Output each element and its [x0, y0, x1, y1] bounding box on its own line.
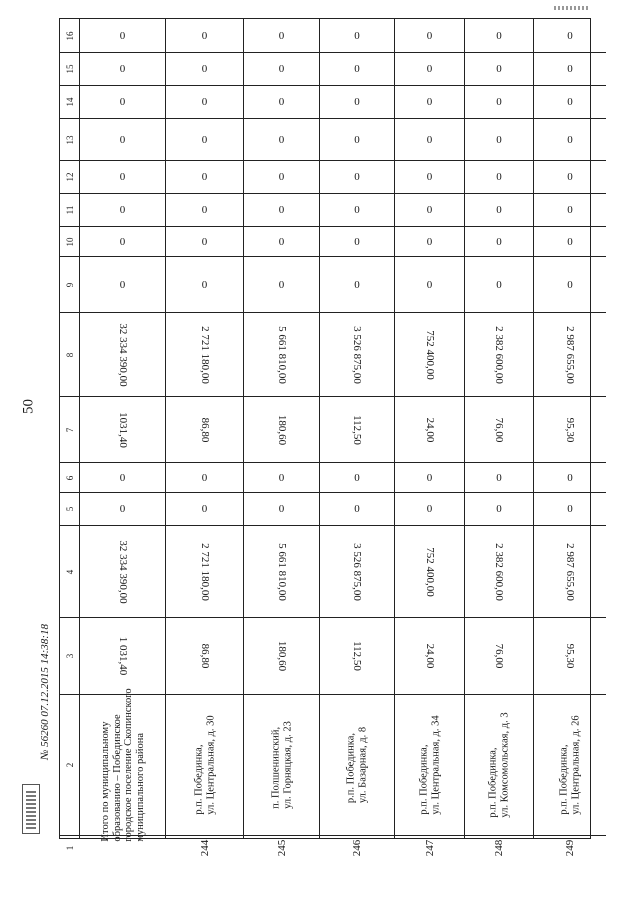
column-number: 6 — [64, 475, 75, 480]
cell-value: 2 987 655,00 — [564, 325, 576, 384]
cell-value: 0 — [278, 471, 285, 484]
table-row — [464, 19, 533, 857]
cell-value: 32 334 390,00 — [116, 322, 129, 387]
cell-value: 76,00 — [493, 643, 505, 669]
table-cell — [320, 52, 394, 85]
cell-value: 0 — [201, 204, 208, 216]
cell-value: 0 — [119, 63, 126, 75]
table-cell — [395, 160, 464, 193]
cell-value: 0 — [426, 204, 433, 216]
table-cell — [534, 256, 606, 312]
table-cell — [395, 19, 464, 52]
cell-value: 3 526 875,00 — [351, 542, 363, 601]
table-cell — [465, 462, 533, 492]
table-cell — [320, 492, 394, 525]
table-cell — [244, 617, 319, 694]
cell-value: 0 — [426, 29, 433, 42]
table-cell — [244, 694, 319, 835]
table-cell — [320, 193, 394, 226]
cell-value: 0 — [354, 29, 360, 42]
table-cell — [534, 396, 606, 462]
table-cell — [534, 492, 606, 525]
cell-value: 0 — [426, 235, 433, 248]
cell-value: 0 — [567, 278, 573, 291]
table-cell — [395, 193, 464, 226]
cell-value: 0 — [278, 171, 285, 183]
address-text: р.п. Побединка, ул. Центральная, д. 30 — [193, 715, 216, 815]
cell-value: 0 — [278, 235, 285, 248]
table-cell — [320, 312, 394, 396]
table-cell — [534, 694, 606, 835]
table-row — [533, 19, 606, 857]
cell-value: 0 — [119, 235, 126, 248]
table-cell — [465, 226, 533, 256]
cell-value: 0 — [426, 63, 433, 75]
page-number: 50 — [20, 399, 37, 414]
table-cell — [244, 525, 319, 617]
cell-value: 32 334 390,00 — [116, 539, 129, 604]
table-cell — [395, 462, 464, 492]
scan-artifact — [554, 6, 590, 10]
header-cell — [60, 312, 79, 396]
table-cell — [166, 160, 243, 193]
table-cell — [395, 226, 464, 256]
table-row — [165, 19, 243, 857]
cell-value: 0 — [426, 96, 433, 108]
table-row — [79, 19, 165, 842]
table-cell — [244, 835, 319, 860]
cell-value: 24,00 — [423, 643, 436, 669]
row-number: 248 — [493, 839, 505, 857]
table-cell — [534, 193, 606, 226]
cell-value: 1 031,40 — [116, 636, 129, 676]
table-cell — [80, 617, 165, 694]
table-cell — [80, 160, 165, 193]
cell-value: 2 987 655,00 — [564, 542, 576, 601]
table-cell — [80, 85, 165, 118]
table-cell — [244, 492, 319, 525]
cell-value: 0 — [119, 96, 126, 108]
table-cell — [534, 19, 606, 52]
cell-value: 0 — [119, 471, 126, 484]
cell-value: 0 — [119, 171, 126, 183]
cell-value: 0 — [567, 96, 573, 108]
cell-value: 0 — [201, 63, 208, 75]
table-cell — [80, 256, 165, 312]
table-cell — [395, 835, 464, 860]
table-cell — [166, 256, 243, 312]
table-cell — [395, 85, 464, 118]
table-cell — [395, 312, 464, 396]
cell-value: 5 661 810,00 — [275, 542, 288, 601]
table-row — [394, 19, 464, 857]
table-cell — [244, 19, 319, 52]
table-cell — [166, 694, 243, 835]
table-cell — [320, 525, 394, 617]
cell-value: 0 — [119, 29, 126, 42]
address-text: р.п. Побединка, ул. Комсомольская, д. 3 — [487, 712, 510, 818]
table-row — [319, 19, 394, 857]
table-cell — [244, 312, 319, 396]
cell-value: 0 — [354, 171, 360, 183]
table-cell — [166, 525, 243, 617]
table-cell — [166, 118, 243, 160]
table-cell — [244, 193, 319, 226]
cell-value: 0 — [426, 503, 433, 515]
table-row — [243, 19, 319, 857]
cell-value: 0 — [354, 133, 360, 146]
table-cell — [465, 160, 533, 193]
table-cell — [166, 492, 243, 525]
table-cell — [465, 525, 533, 617]
row-number: 247 — [423, 839, 436, 857]
column-number: 2 — [64, 762, 75, 768]
cell-value: 3 526 875,00 — [351, 325, 363, 384]
table-cell — [465, 312, 533, 396]
column-number: 12 — [64, 172, 75, 182]
cell-value: 0 — [354, 278, 360, 291]
cell-value: 0 — [567, 171, 573, 183]
table-cell — [534, 160, 606, 193]
table-cell — [395, 694, 464, 835]
column-number: 10 — [64, 237, 75, 246]
table-cell — [320, 19, 394, 52]
cell-value: 5 661 810,00 — [275, 325, 288, 384]
cell-value: 0 — [119, 204, 126, 216]
header-cell — [60, 525, 79, 617]
table-cell — [465, 19, 533, 52]
table-cell — [465, 694, 533, 835]
table-cell — [244, 462, 319, 492]
table-cell — [320, 462, 394, 492]
table-cell — [320, 118, 394, 160]
header-cell — [60, 617, 79, 694]
cell-value: 0 — [567, 63, 573, 75]
table-cell — [465, 617, 533, 694]
cell-value: 86,80 — [198, 417, 211, 442]
table-cell — [395, 396, 464, 462]
table-cell — [80, 52, 165, 85]
cell-value: 2 721 180,00 — [198, 542, 211, 601]
table-cell — [80, 462, 165, 492]
table-cell — [244, 396, 319, 462]
row-number: 246 — [351, 839, 363, 857]
table-cell — [80, 118, 165, 160]
cell-value: 180,60 — [275, 640, 288, 672]
table-cell — [166, 617, 243, 694]
table-cell — [465, 396, 533, 462]
table-cell — [320, 226, 394, 256]
table-cell — [320, 694, 394, 835]
cell-value: 0 — [201, 171, 208, 183]
table-cell — [80, 492, 165, 525]
cell-value: 0 — [354, 96, 360, 108]
table-cell — [244, 226, 319, 256]
document-stamp-text: № 56260 07.12.2015 14:38:18 — [39, 624, 51, 760]
cell-value: 0 — [496, 278, 502, 291]
table-cell — [166, 52, 243, 85]
cell-value: 0 — [119, 278, 126, 291]
cell-value: 0 — [119, 503, 126, 515]
table-cell — [320, 85, 394, 118]
table-cell — [166, 226, 243, 256]
row-number: 244 — [198, 839, 211, 857]
table-cell — [166, 312, 243, 396]
table-cell — [80, 193, 165, 226]
cell-value: 0 — [496, 471, 502, 484]
cell-value: 0 — [201, 96, 208, 108]
cell-value: 0 — [201, 133, 208, 146]
header-cell — [60, 118, 79, 160]
header-cell — [60, 396, 79, 462]
table-cell — [80, 688, 165, 842]
cell-value: 0 — [354, 471, 360, 484]
cell-value: 0 — [201, 471, 208, 484]
cell-value: 0 — [278, 278, 285, 291]
cell-value: 112,50 — [351, 414, 363, 445]
cell-value: 0 — [278, 204, 285, 216]
address-text: р.п. Побединка, ул. Базарная, д. 8 — [345, 726, 368, 804]
table-cell — [395, 492, 464, 525]
cell-value: 0 — [567, 235, 573, 248]
table-cell — [166, 19, 243, 52]
cell-value: 95,30 — [564, 417, 576, 442]
table-cell — [534, 118, 606, 160]
cell-value: 2 382 600,00 — [493, 542, 505, 601]
cell-value: 0 — [426, 171, 433, 183]
table-cell — [465, 256, 533, 312]
header-cell — [60, 19, 79, 52]
header-cell — [60, 52, 79, 85]
table-cell — [80, 396, 165, 462]
cell-value: 0 — [426, 133, 433, 146]
table-cell — [244, 256, 319, 312]
cell-value: 112,50 — [351, 641, 363, 671]
address-text: р.п. Побединка, ул. Центральная, д. 34 — [418, 715, 441, 815]
column-number: 5 — [64, 506, 75, 512]
header-cell — [60, 835, 79, 860]
column-number: 15 — [64, 64, 75, 74]
column-number: 7 — [64, 427, 75, 432]
cell-value: 0 — [201, 503, 208, 515]
cell-value: 0 — [278, 63, 285, 75]
header-cell — [60, 193, 79, 226]
table-cell — [395, 118, 464, 160]
column-number: 13 — [64, 135, 75, 144]
column-number: 8 — [64, 352, 75, 357]
cell-value: 2 721 180,00 — [198, 325, 211, 384]
table-cell — [320, 160, 394, 193]
cell-value: 0 — [496, 171, 502, 183]
cell-value: 0 — [496, 235, 502, 248]
cell-value: 0 — [567, 29, 573, 42]
column-number: 11 — [64, 205, 75, 215]
cell-value: 180,60 — [275, 414, 288, 445]
cell-value: 0 — [567, 471, 573, 484]
cell-value: 0 — [567, 133, 573, 146]
header-cell — [60, 492, 79, 525]
cell-value: 0 — [119, 133, 126, 146]
table-cell — [80, 835, 165, 860]
table-cell — [320, 617, 394, 694]
cell-value: 0 — [201, 235, 208, 248]
table-cell — [166, 85, 243, 118]
table-cell — [395, 256, 464, 312]
table-cell — [320, 396, 394, 462]
header-cell — [60, 694, 79, 835]
cell-value: 0 — [496, 133, 502, 146]
cell-value: 0 — [496, 29, 502, 42]
cell-value: 0 — [567, 503, 573, 515]
cell-value: 0 — [496, 503, 502, 515]
table-cell — [534, 462, 606, 492]
table-cell — [320, 256, 394, 312]
column-number: 9 — [64, 282, 75, 287]
cell-value: 0 — [278, 96, 285, 108]
table-cell — [80, 226, 165, 256]
cell-value: 0 — [354, 235, 360, 248]
address-text: Итого по муниципальному образованию – Побединское городское поселение Скопинского муниципального района — [99, 688, 145, 842]
cell-value: 2 382 600,00 — [493, 325, 505, 384]
cell-value: 86,80 — [198, 643, 211, 669]
cell-value: 752 400,00 — [423, 329, 436, 380]
table-cell — [166, 835, 243, 860]
table-cell — [534, 226, 606, 256]
row-number: 249 — [564, 839, 576, 857]
table-cell — [166, 193, 243, 226]
table-cell — [465, 85, 533, 118]
table-cell — [244, 118, 319, 160]
table-cell — [320, 835, 394, 860]
column-number: 3 — [64, 653, 75, 659]
column-number: 1 — [64, 845, 75, 851]
table-cell — [534, 52, 606, 85]
table-cell — [534, 835, 606, 860]
table-cell — [465, 118, 533, 160]
table-cell — [395, 617, 464, 694]
header-cell — [60, 462, 79, 492]
table-cell — [395, 52, 464, 85]
cell-value: 1031,40 — [116, 411, 129, 448]
table-cell — [244, 52, 319, 85]
cell-value: 0 — [278, 133, 285, 146]
table-cell — [534, 312, 606, 396]
data-table — [59, 18, 591, 857]
cell-value: 95,30 — [564, 643, 576, 669]
cell-value: 0 — [201, 29, 208, 42]
address-text: р.п. Побединка, ул. Центральная, д. 26 — [558, 715, 581, 815]
cell-value: 24,00 — [423, 417, 436, 442]
header-cell — [60, 160, 79, 193]
cell-value: 0 — [201, 278, 208, 291]
table-cell — [395, 525, 464, 617]
table-cell — [244, 85, 319, 118]
row-number: 245 — [275, 839, 288, 857]
header-cell — [60, 85, 79, 118]
table-cell — [534, 85, 606, 118]
table-cell — [465, 52, 533, 85]
cell-value: 0 — [496, 204, 502, 216]
cell-value: 0 — [354, 503, 360, 515]
table-cell — [166, 396, 243, 462]
table-cell — [534, 525, 606, 617]
address-text: п. Полшенинский, ул. Горняцкая, д. 23 — [270, 721, 293, 809]
cell-value: 752 400,00 — [423, 546, 436, 597]
header-cell — [60, 256, 79, 312]
cell-value: 0 — [278, 503, 285, 515]
cell-value: 76,00 — [493, 417, 505, 442]
table-cell — [80, 525, 165, 617]
cell-value: 0 — [496, 96, 502, 108]
cell-value: 0 — [567, 204, 573, 216]
cell-value: 0 — [426, 471, 433, 484]
header-strip — [60, 19, 79, 851]
barcode-stamp-icon — [22, 784, 40, 834]
table-cell — [244, 160, 319, 193]
cell-value: 0 — [496, 63, 502, 75]
cell-value: 0 — [354, 204, 360, 216]
table-cell — [465, 835, 533, 860]
table-cell — [80, 19, 165, 52]
table-cell — [80, 312, 165, 396]
column-number: 4 — [64, 569, 75, 574]
table-cell — [465, 193, 533, 226]
header-cell — [60, 226, 79, 256]
cell-value: 0 — [426, 278, 433, 291]
cell-value: 0 — [354, 63, 360, 75]
table-cell — [534, 617, 606, 694]
table-cell — [465, 492, 533, 525]
cell-value: 0 — [278, 29, 285, 42]
column-number: 14 — [64, 97, 75, 107]
column-number: 16 — [64, 31, 75, 40]
table-cell — [166, 462, 243, 492]
